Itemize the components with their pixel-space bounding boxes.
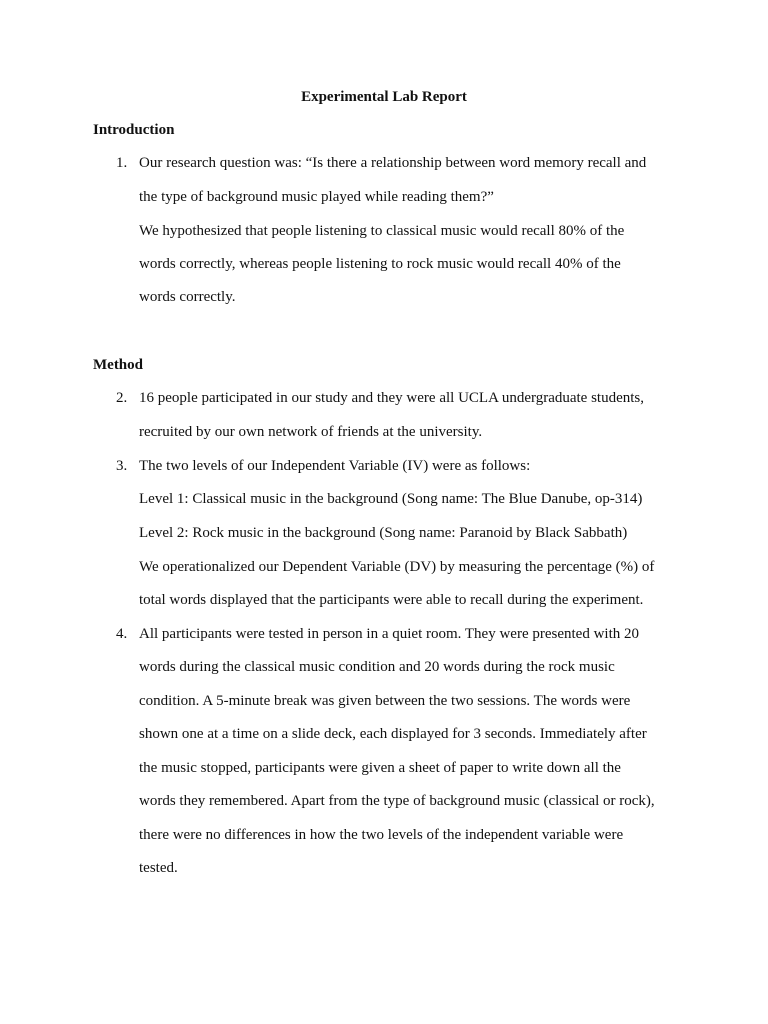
item-number-2: 2.: [116, 390, 128, 406]
item-2-line: 16 people participated in our study and they were all UCLA undergraduate students,: [139, 390, 645, 406]
item-3-line: Level 1: Classical music in the background (Song name: The Blue Danube, op-314): [139, 491, 643, 507]
item-4-line: there were no differences in how the two levels of the independent variable were: [139, 827, 624, 843]
item-4-line: All participants were tested in person in a quiet room. They were presented with 20: [139, 626, 639, 642]
item-1-line: Our research question was: “Is there a relationship between word memory recall and: [139, 155, 647, 171]
item-1-line: We hypothesized that people listening to classical music would recall 80% of the: [139, 223, 625, 239]
item-4-line: the music stopped, participants were given a sheet of paper to write down all the: [139, 760, 621, 776]
item-4-line: condition. A 5-minute break was given between the two sessions. The words were: [139, 693, 631, 709]
item-4-line: words during the classical music condition and 20 words during the rock music: [139, 659, 615, 675]
item-3-line: The two levels of our Independent Variable (IV) were as follows:: [139, 458, 531, 474]
item-1-line: the type of background music played while reading them?”: [139, 189, 494, 205]
item-4-line: tested.: [139, 860, 178, 876]
item-3-line: Level 2: Rock music in the background (Song name: Paranoid by Black Sabbath): [139, 525, 628, 541]
item-2-line: recruited by our own network of friends at the university.: [139, 424, 483, 440]
item-4-line: words they remembered. Apart from the type of background music (classical or rock),: [139, 793, 655, 809]
item-1-line: words correctly, whereas people listening to rock music would recall 40% of the: [139, 256, 621, 272]
item-1-line: words correctly.: [139, 289, 236, 305]
item-3-line: total words displayed that the participants were able to recall during the experiment.: [139, 592, 644, 608]
item-number-1: 1.: [116, 155, 128, 171]
section-heading-method: Method: [93, 357, 143, 373]
item-number-3: 3.: [116, 458, 128, 474]
item-4-line: shown one at a time on a slide deck, each displayed for 3 seconds. Immediately after: [139, 726, 647, 742]
document-title: Experimental Lab Report: [301, 89, 467, 105]
item-number-4: 4.: [116, 626, 128, 642]
item-3-line: We operationalized our Dependent Variable (DV) by measuring the percentage (%) of: [139, 559, 655, 575]
section-heading-introduction: Introduction: [93, 122, 175, 138]
